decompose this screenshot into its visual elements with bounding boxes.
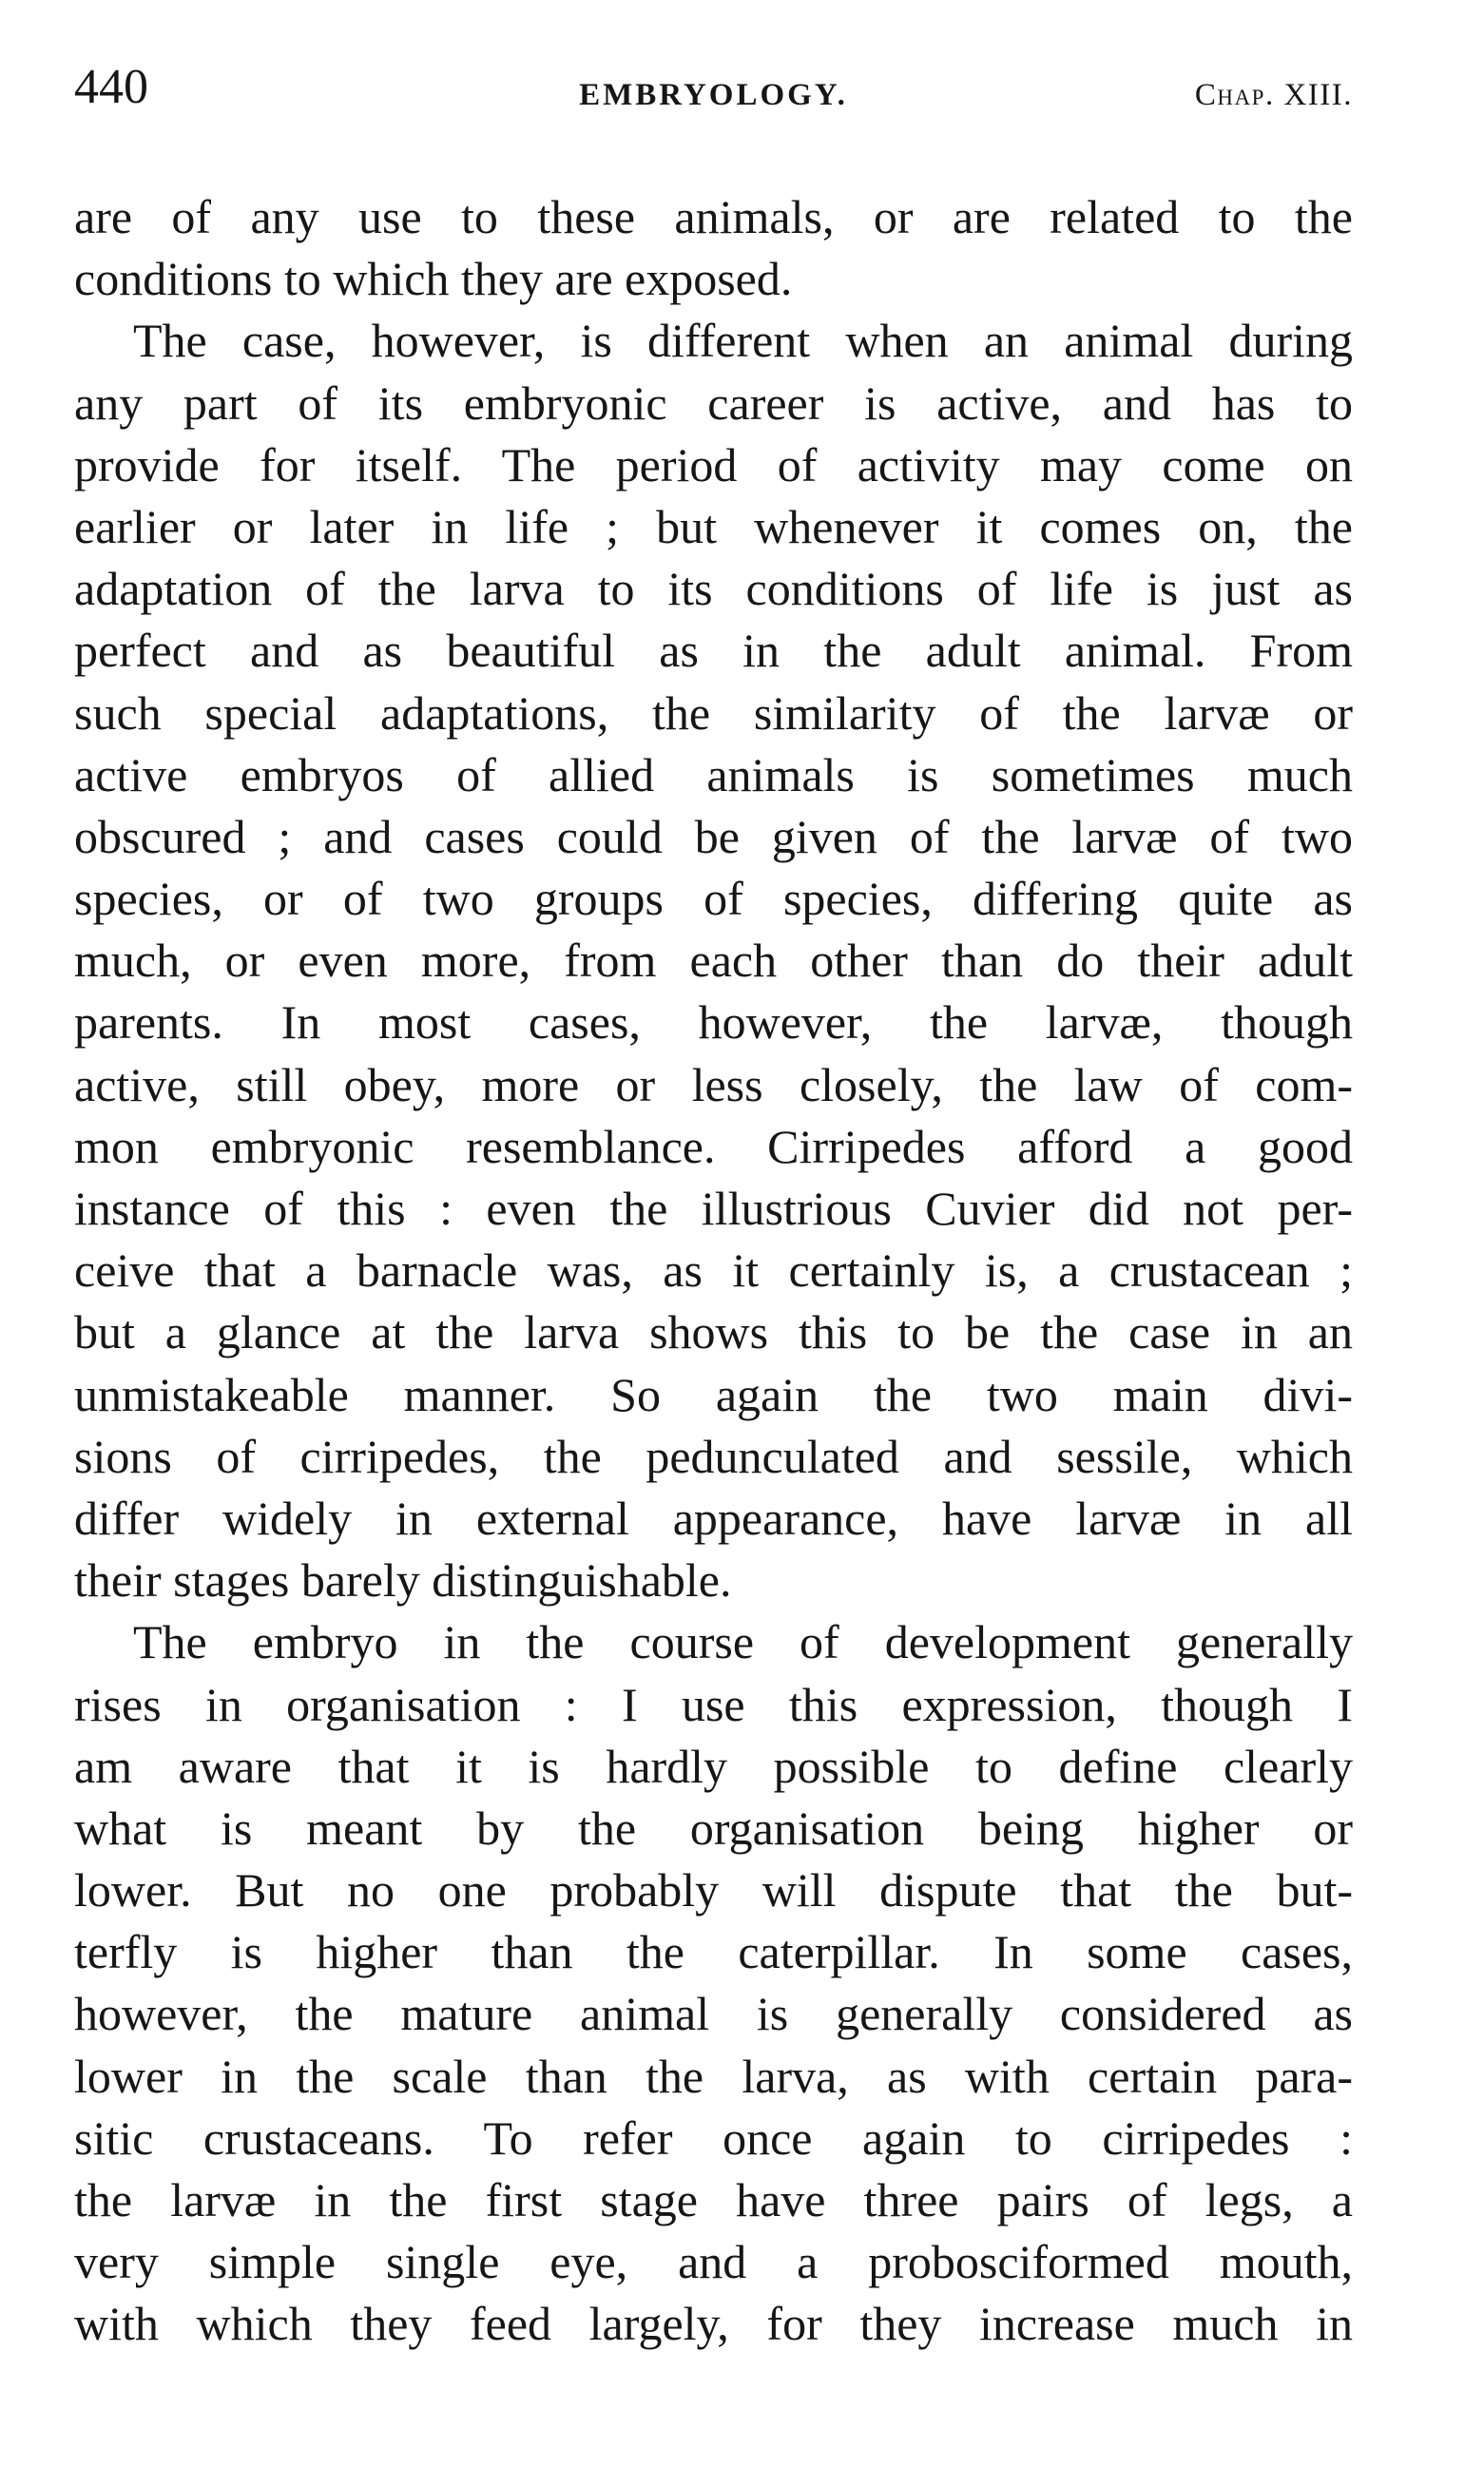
text-line: are of any use to these animals, or are related to the — [74, 190, 1353, 243]
text-line: earlier or later in life ; but whenever it comes on, the — [74, 499, 1353, 553]
text-line: however, the mature animal is generally considered as — [74, 1987, 1353, 2041]
text-line: differ widely in external appearance, have larvæ in all — [74, 1491, 1353, 1545]
text-line: mon embryonic resemblance. Cirripedes afford a good — [74, 1119, 1353, 1173]
text-line: the larvæ in the first stage have three pairs of legs, a — [74, 2173, 1353, 2226]
text-line: am aware that it is hardly possible to define clearly — [74, 1739, 1353, 1793]
text-line: unmistakeable manner. So again the two main divi- — [74, 1367, 1353, 1421]
text-line: instance of this : even the illustrious Cuvier did not per- — [74, 1182, 1353, 1235]
running-title: EMBRYOLOGY. — [579, 78, 848, 112]
text-line: sitic crustaceans. To refer once again to cirripedes : — [74, 2110, 1353, 2165]
text-line: species, or of two groups of species, differing quite as — [74, 872, 1353, 926]
paragraph-start-line: The embryo in the course of development generally — [133, 1615, 1353, 1669]
running-head — [74, 59, 1353, 116]
text-line: perfect and as beautiful as in the adult animal. From — [74, 624, 1353, 678]
text-line: lower. But no one probably will dispute that the but- — [74, 1863, 1353, 1918]
text-line: parents. In most cases, however, the larvæ, though — [74, 995, 1353, 1050]
text-line: active embryos of allied animals is sometimes much — [74, 747, 1353, 801]
text-line: any part of its embryonic career is active, and has to — [74, 376, 1353, 430]
text-line: obscured ; and cases could be given of the larvæ of two — [74, 809, 1353, 863]
text-line: such special adaptations, the similarity of the larvæ or — [74, 685, 1353, 740]
text-line: much, or even more, from each other than do their adult — [74, 934, 1353, 988]
text-line: what is meant by the organisation being higher or — [74, 1801, 1353, 1855]
text-line: conditions to which they are exposed. — [74, 252, 793, 306]
text-line: terfly is higher than the caterpillar. In some cases, — [74, 1925, 1353, 1979]
paragraph-start-line: The case, however, is different when an animal during — [133, 314, 1353, 368]
text-line: their stages barely distinguishable. — [74, 1553, 732, 1608]
text-line: ceive that a barnacle was, as it certainly is, a crustacean ; — [74, 1243, 1353, 1298]
text-line: adaptation of the larva to its conditions of life is just as — [74, 562, 1353, 616]
text-line: with which they feed largely, for they increase much in — [74, 2297, 1353, 2351]
text-line: rises in organisation : I use this expression, though I — [74, 1677, 1353, 1731]
body-text — [74, 186, 1353, 2356]
text-line: active, still obey, more or less closely, the law of com- — [74, 1057, 1353, 1111]
text-line: but a glance at the larva shows this to be the case in an — [74, 1305, 1353, 1359]
page-number: 440 — [74, 60, 148, 114]
text-line: lower in the scale than the larva, as with certain para- — [74, 2049, 1353, 2103]
text-line: very simple single eye, and a probosciformed mouth, — [74, 2235, 1353, 2289]
text-line: provide for itself. The period of activity may come on — [74, 437, 1353, 491]
chapter-reference: Chap. XIII. — [1194, 78, 1353, 112]
text-line: sions of cirripedes, the pedunculated and sessile, which — [74, 1429, 1353, 1483]
